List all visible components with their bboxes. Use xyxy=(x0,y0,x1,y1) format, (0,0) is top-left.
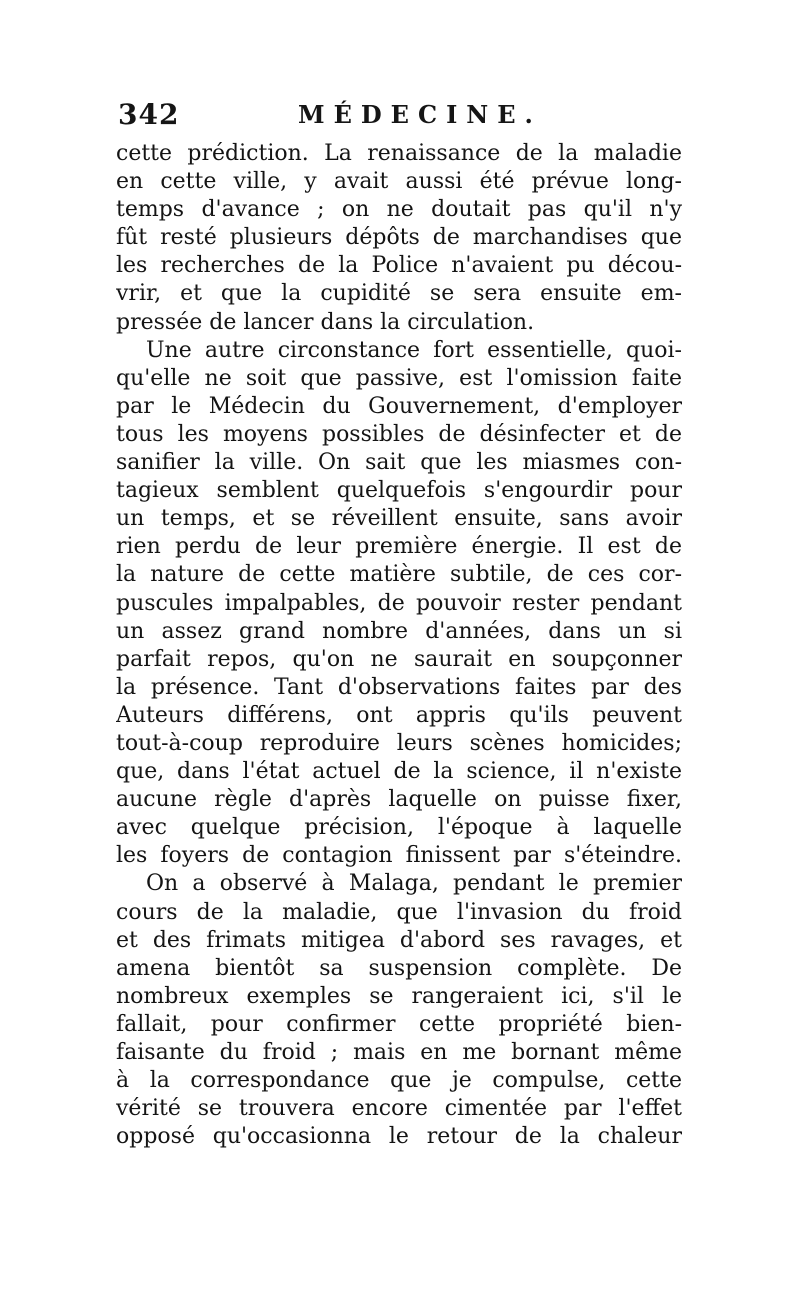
text-line: sanifier la ville. On sait que les miasmes con- xyxy=(116,450,682,476)
running-head: MÉDECINE. xyxy=(298,100,542,129)
text-line: faisante du froid ; mais en me bornant même xyxy=(116,1040,682,1065)
paragraph-end-line: pressée de lancer dans la circulation. xyxy=(116,309,535,335)
text-line: un assez grand nombre d'années, dans un si xyxy=(116,618,682,644)
page-number: 342 xyxy=(118,98,180,131)
paragraph-start-line: On a observé à Malaga, pendant le premier xyxy=(146,871,682,897)
text-line: rien perdu de leur première énergie. Il est de xyxy=(116,534,682,560)
text-line: vrir, et que la cupidité se sera ensuite em- xyxy=(116,281,682,307)
text-line: tagieux semblent quelquefois s'engourdir pour xyxy=(116,478,682,504)
text-line: aucune règle d'après laquelle on puisse fixer, xyxy=(116,787,682,813)
text-line: Auteurs différens, ont appris qu'ils peuvent xyxy=(116,702,682,728)
text-line: temps d'avance ; on ne doutait pas qu'il n'y xyxy=(116,197,682,223)
text-line: et des frimats mitigea d'abord ses ravages, et xyxy=(116,927,682,953)
body-text xyxy=(116,140,682,1151)
text-line: vérité se trouvera encore cimentée par l'effet xyxy=(116,1096,682,1122)
text-line: avec quelque précision, l'époque à laquelle xyxy=(116,815,682,841)
text-line: un temps, et se réveillent ensuite, sans avoir xyxy=(116,506,682,532)
text-line: fût resté plusieurs dépôts de marchandises que xyxy=(116,225,682,251)
text-line: la présence. Tant d'observations faites par des xyxy=(116,674,682,700)
text-line: fallait, pour confirmer cette propriété bien- xyxy=(116,1011,682,1037)
text-line: la nature de cette matière subtile, de ces cor- xyxy=(116,562,682,588)
text-line: par le Médecin du Gouvernement, d'employer xyxy=(116,393,682,419)
text-line: amena bientôt sa suspension complète. De xyxy=(116,955,682,981)
paragraph-start-line: Une autre circonstance fort essentielle, quoi- xyxy=(146,337,682,363)
text-line: tout-à-coup reproduire leurs scènes homicides; xyxy=(116,730,682,756)
text-line: qu'elle ne soit que passive, est l'omission faite xyxy=(116,365,682,391)
text-line: opposé qu'occasionna le retour de la chaleur xyxy=(116,1124,682,1150)
text-line: que, dans l'état actuel de la science, il n'existe xyxy=(116,759,682,785)
text-line: les recherches de la Police n'avaient pu décou- xyxy=(116,253,682,279)
text-line: les foyers de contagion finissent par s'éteindre. xyxy=(116,843,682,869)
text-line: à la correspondance que je compulse, cette xyxy=(116,1068,682,1094)
text-line: tous les moyens possibles de désinfecter et de xyxy=(116,421,682,447)
text-line: en cette ville, y avait aussi été prévue long- xyxy=(116,169,682,195)
text-line: parfait repos, qu'on ne saurait en soupçonner xyxy=(116,646,682,672)
text-line: cette prédiction. La renaissance de la maladie xyxy=(116,141,682,166)
text-line: nombreux exemples se rangeraient ici, s'il le xyxy=(116,983,682,1009)
text-line: puscules impalpables, de pouvoir rester pendant xyxy=(116,590,682,616)
page-header xyxy=(118,98,678,138)
text-line: cours de la maladie, que l'invasion du froid xyxy=(116,899,682,925)
